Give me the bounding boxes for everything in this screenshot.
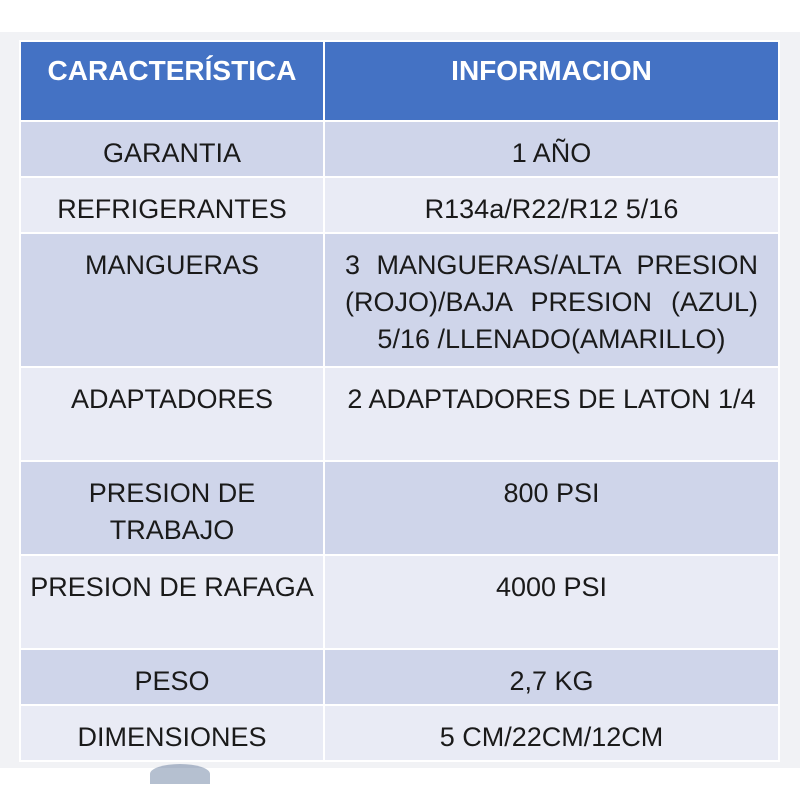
info-cell: R134a/R22/R12 5/16 — [324, 177, 779, 233]
partial-logo-shape — [150, 764, 210, 784]
info-cell: 5 CM/22CM/12CM — [324, 705, 779, 761]
info-cell: 2,7 KG — [324, 649, 779, 705]
table-row — [20, 367, 779, 461]
info-cell: 800 PSI — [324, 461, 779, 555]
top-strip — [0, 0, 800, 32]
table-row — [20, 649, 779, 705]
feature-cell: PESO — [20, 649, 324, 705]
feature-cell: PRESION DE TRABAJO — [20, 461, 324, 555]
feature-cell: MANGUERAS — [20, 233, 324, 367]
info-cell: 1 AÑO — [324, 121, 779, 177]
table-row — [20, 461, 779, 555]
feature-cell: DIMENSIONES — [20, 705, 324, 761]
feature-cell: ADAPTADORES — [20, 367, 324, 461]
feature-cell: GARANTIA — [20, 121, 324, 177]
header-informacion: INFORMACION — [324, 41, 779, 121]
feature-cell: PRESION DE RAFAGA — [20, 555, 324, 649]
info-cell: 3 MANGUERAS/ALTA PRESION (ROJO)/BAJA PRESION (AZUL) 5/16 /LLENADO(AMARILLO) — [324, 233, 779, 367]
feature-cell: REFRIGERANTES — [20, 177, 324, 233]
info-cell: 4000 PSI — [324, 555, 779, 649]
bottom-strip — [0, 768, 800, 800]
table-row — [20, 121, 779, 177]
table-row — [20, 233, 779, 367]
table-header-row — [20, 41, 779, 121]
table-row — [20, 555, 779, 649]
spec-table — [19, 40, 780, 762]
table-row — [20, 705, 779, 761]
table-row — [20, 177, 779, 233]
header-caracteristica: CARACTERÍSTICA — [20, 41, 324, 121]
info-cell: 2 ADAPTADORES DE LATON 1/4 — [324, 367, 779, 461]
